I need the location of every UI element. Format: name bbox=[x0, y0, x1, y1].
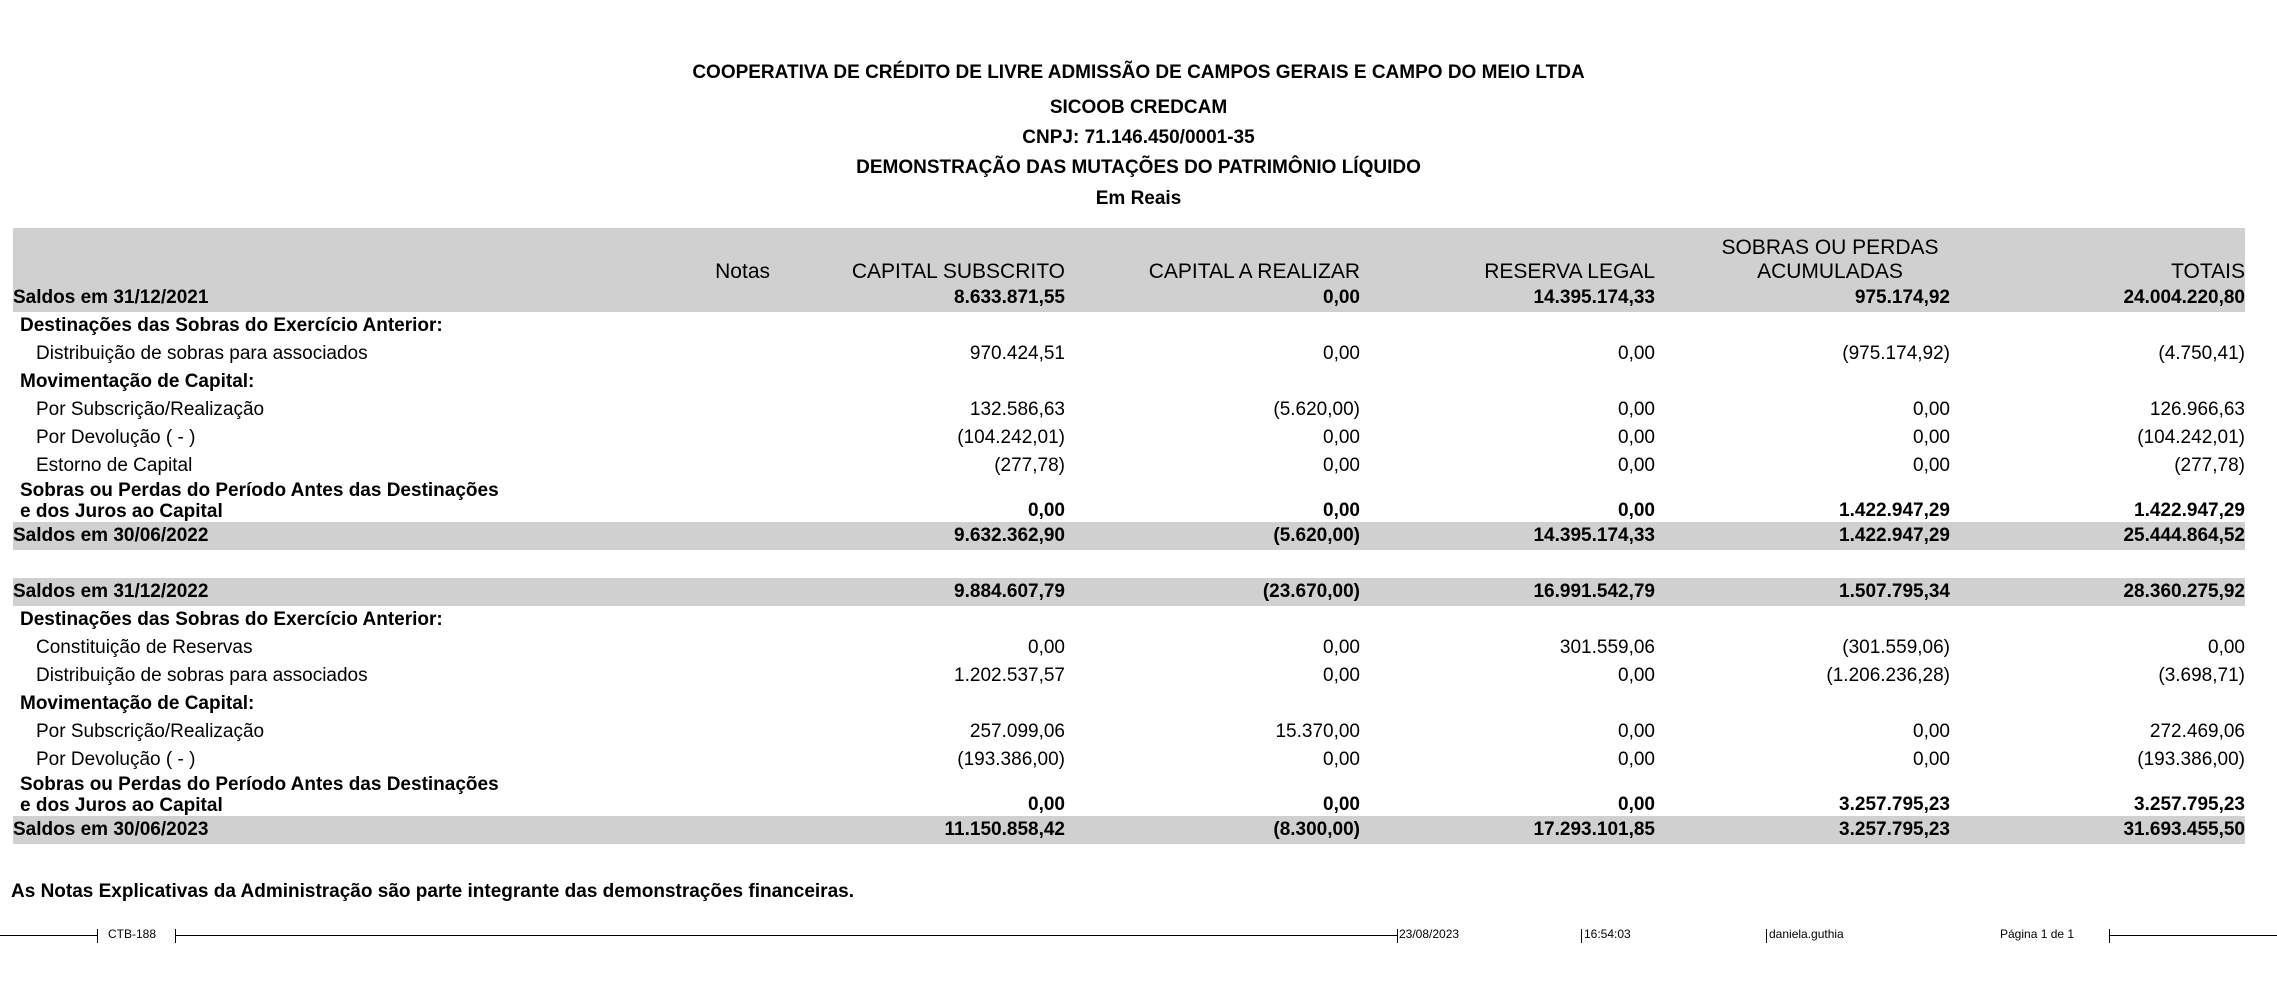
cell-sobras-ou-perdas: (301.559,06) bbox=[1842, 637, 1950, 658]
section-row bbox=[13, 606, 2245, 634]
item-row bbox=[13, 340, 2245, 368]
cell-capital-a-realizar: 0,00 bbox=[1323, 665, 1360, 686]
cell-reserva-legal: 14.395.174,33 bbox=[1360, 284, 1655, 312]
cell-notas bbox=[513, 578, 770, 606]
column-header-row bbox=[13, 228, 2245, 284]
row-label: Por Devolução ( - ) bbox=[36, 427, 196, 448]
cell-reserva-legal: 14.395.174,33 bbox=[1360, 522, 1655, 550]
column-header-notas: Notas bbox=[513, 228, 770, 284]
cell-notas bbox=[513, 452, 770, 480]
cell-sobras-ou-perdas: 1.507.795,34 bbox=[1655, 578, 1950, 606]
row-label: Movimentação de Capital: bbox=[20, 693, 255, 714]
row-label: Por Subscrição/Realização bbox=[36, 721, 265, 742]
footnote: As Notas Explicativas da Administração são parte integrante das demonstrações financeiras. bbox=[11, 881, 854, 902]
cell-sobras-ou-perdas: 3.257.795,23 bbox=[1839, 794, 1950, 815]
cell-capital-a-realizar: (5.620,00) bbox=[1273, 399, 1360, 420]
footer-date: 23/08/2023 bbox=[1399, 927, 1460, 941]
row-label: Sobras ou Perdas do Período Antes das Destinações e dos Juros ao Capital bbox=[20, 480, 499, 522]
cell-capital-a-realizar: 0,00 bbox=[1323, 455, 1360, 476]
cell-capital-a-realizar: 0,00 bbox=[1323, 343, 1360, 364]
cell-reserva-legal: 0,00 bbox=[1618, 665, 1655, 686]
cell-totais: (104.242,01) bbox=[2137, 427, 2245, 448]
row-label: Distribuição de sobras para associados bbox=[36, 343, 368, 364]
cell-capital-subscrito: 1.202.537,57 bbox=[954, 665, 1065, 686]
cell-notas bbox=[513, 424, 770, 452]
cell-capital-subscrito: (104.242,01) bbox=[957, 427, 1065, 448]
cell-sobras-ou-perdas: 0,00 bbox=[1913, 399, 1950, 420]
cell-capital-subscrito: 11.150.858,42 bbox=[770, 816, 1065, 844]
cell-totais: 126.966,63 bbox=[2149, 399, 2245, 420]
column-header-capital-subscrito: CAPITAL SUBSCRITO bbox=[770, 228, 1065, 284]
cell-sobras-ou-perdas: 1.422.947,29 bbox=[1839, 500, 1950, 521]
cell-totais: (277,78) bbox=[2174, 455, 2245, 476]
column-header-capital-a-realizar: CAPITAL A REALIZAR bbox=[1065, 228, 1360, 284]
cell-capital-a-realizar: (8.300,00) bbox=[1065, 816, 1360, 844]
cell-totais: 31.693.455,50 bbox=[1950, 816, 2245, 844]
cell-totais: 0,00 bbox=[2208, 637, 2245, 658]
balance-row bbox=[13, 284, 2245, 312]
row-label: Saldos em 31/12/2022 bbox=[13, 578, 513, 606]
footer-user: daniela.guthia bbox=[1769, 927, 1844, 941]
period-result-row bbox=[13, 774, 2245, 816]
cell-notas bbox=[513, 634, 770, 662]
cell-capital-a-realizar: 15.370,00 bbox=[1275, 721, 1360, 742]
cell-notas bbox=[513, 816, 770, 844]
footer-tick bbox=[2109, 929, 2110, 943]
cell-sobras-ou-perdas: 975.174,92 bbox=[1655, 284, 1950, 312]
balance-row bbox=[13, 522, 2245, 550]
cell-capital-subscrito: 9.884.607,79 bbox=[770, 578, 1065, 606]
footer-line-segment bbox=[175, 935, 1398, 936]
footer-tick bbox=[175, 929, 176, 943]
row-label: Por Subscrição/Realização bbox=[36, 399, 265, 420]
cell-reserva-legal: 16.991.542,79 bbox=[1360, 578, 1655, 606]
cell-notas bbox=[513, 746, 770, 774]
cell-capital-a-realizar: 0,00 bbox=[1323, 749, 1360, 770]
cell-totais: 24.004.220,80 bbox=[1950, 284, 2245, 312]
cell-reserva-legal: 0,00 bbox=[1618, 427, 1655, 448]
item-row bbox=[13, 396, 2245, 424]
balance-row bbox=[13, 578, 2245, 606]
column-header-totais: TOTAIS bbox=[1950, 228, 2245, 284]
row-label: Estorno de Capital bbox=[36, 455, 193, 476]
cell-sobras-ou-perdas: (1.206.236,28) bbox=[1826, 665, 1950, 686]
section-row bbox=[13, 690, 2245, 718]
cell-notas bbox=[513, 340, 770, 368]
section-row bbox=[13, 312, 2245, 340]
cell-notas bbox=[513, 718, 770, 746]
cell-totais: 25.444.864,52 bbox=[1950, 522, 2245, 550]
cell-capital-a-realizar: 0,00 bbox=[1323, 500, 1360, 521]
cell-capital-subscrito: 9.632.362,90 bbox=[770, 522, 1065, 550]
cell-reserva-legal: 0,00 bbox=[1618, 721, 1655, 742]
cell-totais: (3.698,71) bbox=[2158, 665, 2245, 686]
cell-totais: 3.257.795,23 bbox=[2134, 794, 2245, 815]
cell-sobras-ou-perdas: (975.174,92) bbox=[1842, 343, 1950, 364]
column-header-reserva-legal: RESERVA LEGAL bbox=[1360, 228, 1655, 284]
column-header-sobras-ou-perdas: SOBRAS OU PERDAS ACUMULADAS bbox=[1655, 228, 1950, 284]
item-row bbox=[13, 424, 2245, 452]
cell-sobras-ou-perdas: 0,00 bbox=[1913, 427, 1950, 448]
cell-capital-subscrito: 970.424,51 bbox=[969, 343, 1065, 364]
footer-tick bbox=[1581, 929, 1582, 943]
spacer-row bbox=[13, 550, 2245, 578]
row-label: Distribuição de sobras para associados bbox=[36, 665, 368, 686]
cell-capital-subscrito: 0,00 bbox=[1028, 794, 1065, 815]
cell-notas bbox=[513, 480, 770, 522]
currency-label: Em Reais bbox=[1095, 188, 1182, 209]
cell-notas bbox=[513, 662, 770, 690]
cell-notas bbox=[513, 284, 770, 312]
cell-totais: (4.750,41) bbox=[2158, 343, 2245, 364]
footer-time: 16:54:03 bbox=[1584, 927, 1631, 941]
balance-row bbox=[13, 816, 2245, 844]
row-label: Movimentação de Capital: bbox=[20, 371, 255, 392]
cell-reserva-legal: 0,00 bbox=[1618, 794, 1655, 815]
cell-reserva-legal: 301.559,06 bbox=[1559, 637, 1655, 658]
row-label: Destinações das Sobras do Exercício Anterior: bbox=[20, 315, 443, 336]
cell-notas bbox=[513, 774, 770, 816]
cell-reserva-legal: 0,00 bbox=[1618, 343, 1655, 364]
cell-capital-a-realizar: 0,00 bbox=[1323, 427, 1360, 448]
cell-capital-subscrito: (193.386,00) bbox=[957, 749, 1065, 770]
footer-tick bbox=[1766, 929, 1767, 943]
cell-sobras-ou-perdas: 0,00 bbox=[1913, 721, 1950, 742]
cell-reserva-legal: 0,00 bbox=[1618, 749, 1655, 770]
cell-notas bbox=[513, 522, 770, 550]
row-label: Saldos em 30/06/2022 bbox=[13, 522, 513, 550]
cell-sobras-ou-perdas: 1.422.947,29 bbox=[1655, 522, 1950, 550]
cell-capital-subscrito: 8.633.871,55 bbox=[770, 284, 1065, 312]
period-result-row bbox=[13, 480, 2245, 522]
row-label: Sobras ou Perdas do Período Antes das Destinações e dos Juros ao Capital bbox=[20, 774, 499, 816]
item-row bbox=[13, 452, 2245, 480]
item-row bbox=[13, 662, 2245, 690]
company-short-name: SICOOB CREDCAM bbox=[1049, 97, 1228, 118]
cell-totais: (193.386,00) bbox=[2137, 749, 2245, 770]
footer-line-segment bbox=[2109, 935, 2277, 936]
column-header-description bbox=[13, 228, 513, 284]
cell-reserva-legal: 0,00 bbox=[1618, 455, 1655, 476]
company-name: COOPERATIVA DE CRÉDITO DE LIVRE ADMISSÃO DE CAMPOS GERAIS E CAMPO DO MEIO LTDA bbox=[692, 62, 1585, 83]
cell-capital-subscrito: 0,00 bbox=[1028, 500, 1065, 521]
spacer-cell bbox=[13, 550, 2245, 578]
cell-totais: 1.422.947,29 bbox=[2134, 500, 2245, 521]
item-row bbox=[13, 634, 2245, 662]
cell-notas bbox=[513, 396, 770, 424]
cell-reserva-legal: 0,00 bbox=[1618, 399, 1655, 420]
company-cnpj: CNPJ: 71.146.450/0001-35 bbox=[1022, 127, 1255, 148]
cell-sobras-ou-perdas: 0,00 bbox=[1913, 455, 1950, 476]
cell-totais: 28.360.275,92 bbox=[1950, 578, 2245, 606]
cell-capital-a-realizar: (5.620,00) bbox=[1065, 522, 1360, 550]
cell-reserva-legal: 17.293.101,85 bbox=[1360, 816, 1655, 844]
cell-capital-subscrito: (277,78) bbox=[994, 455, 1065, 476]
footer-page-number: Página 1 de 1 bbox=[2000, 927, 2075, 941]
cell-capital-a-realizar: 0,00 bbox=[1323, 637, 1360, 658]
report-title: DEMONSTRAÇÃO DAS MUTAÇÕES DO PATRIMÔNIO LÍQUIDO bbox=[856, 157, 1421, 178]
footer-line-segment bbox=[0, 935, 97, 936]
section-row bbox=[13, 368, 2245, 396]
item-row bbox=[13, 718, 2245, 746]
cell-totais: 272.469,06 bbox=[2149, 721, 2245, 742]
cell-capital-a-realizar: 0,00 bbox=[1065, 284, 1360, 312]
row-label: Saldos em 30/06/2023 bbox=[13, 816, 513, 844]
cell-capital-subscrito: 0,00 bbox=[1028, 637, 1065, 658]
cell-capital-a-realizar: 0,00 bbox=[1323, 794, 1360, 815]
footer-tick bbox=[97, 929, 98, 943]
equity-changes-table bbox=[13, 228, 2245, 844]
cell-sobras-ou-perdas: 0,00 bbox=[1913, 749, 1950, 770]
cell-capital-a-realizar: (23.670,00) bbox=[1065, 578, 1360, 606]
cell-capital-subscrito: 257.099,06 bbox=[969, 721, 1065, 742]
row-label: Por Devolução ( - ) bbox=[36, 749, 196, 770]
item-row bbox=[13, 746, 2245, 774]
row-label: Saldos em 31/12/2021 bbox=[13, 284, 513, 312]
cell-sobras-ou-perdas: 3.257.795,23 bbox=[1655, 816, 1950, 844]
row-label: Constituição de Reservas bbox=[36, 637, 253, 658]
row-label: Destinações das Sobras do Exercício Anterior: bbox=[20, 609, 443, 630]
footer-tick bbox=[1397, 929, 1398, 943]
cell-reserva-legal: 0,00 bbox=[1618, 500, 1655, 521]
footer-report-code: CTB-188 bbox=[108, 927, 157, 941]
cell-capital-subscrito: 132.586,63 bbox=[969, 399, 1065, 420]
